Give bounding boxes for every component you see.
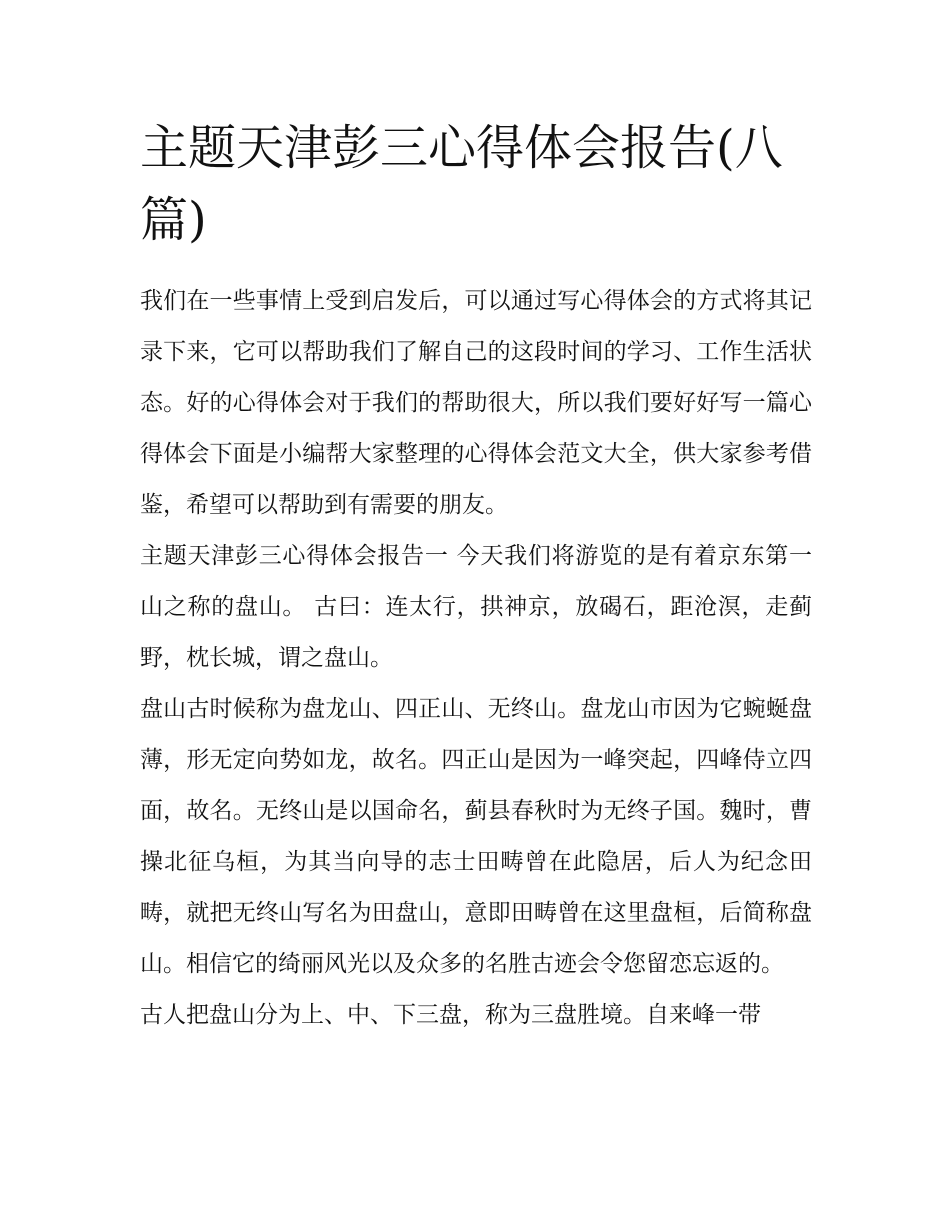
document-page — [140, 112, 812, 1041]
paragraph-three-levels: 古人把盘山分为上、中、下三盘，称为三盘胜境。自来峰一带 — [140, 1002, 761, 1028]
document-title: 主题天津彭三心得体会报告(八篇) — [140, 120, 783, 248]
paragraph-report-one: 主题天津彭三心得体会报告一 今天我们将游览的是有着京东第一山之称的盘山。 古曰：连太行，拱神京，放碣石，距沧溟，走蓟野，枕长城，谓之盘山。 — [140, 543, 812, 671]
paragraph-intro: 我们在一些事情上受到启发后，可以通过写心得体会的方式将其记录下来，它可以帮助我们了解自己的这段时间的学习、工作生活状态。好的心得体会对于我们的帮助很大，所以我们要好好写一篇心得体会下面是小编帮大家整理的心得体会范文大全，供大家参考借鉴，希望可以帮助到有需要的朋友。 — [140, 288, 812, 518]
document-body — [140, 276, 812, 1041]
paragraph-panshan-names: 盘山古时候称为盘龙山、四正山、无终山。盘龙山市因为它蜿蜒盘薄，形无定向势如龙，故名。四正山是因为一峰突起，四峰侍立四面，故名。无终山是以国命名，蓟县春秋时为无终子国。魏时，曹操北征乌桓，为其当向导的志士田畴曾在此隐居，后人为纪念田畴，就把无终山写名为田盘山，意即田畴曾在这里盘桓，后简称盘山。相信它的绮丽风光以及众多的名胜古迹会令您留恋忘返的。 — [140, 696, 812, 977]
